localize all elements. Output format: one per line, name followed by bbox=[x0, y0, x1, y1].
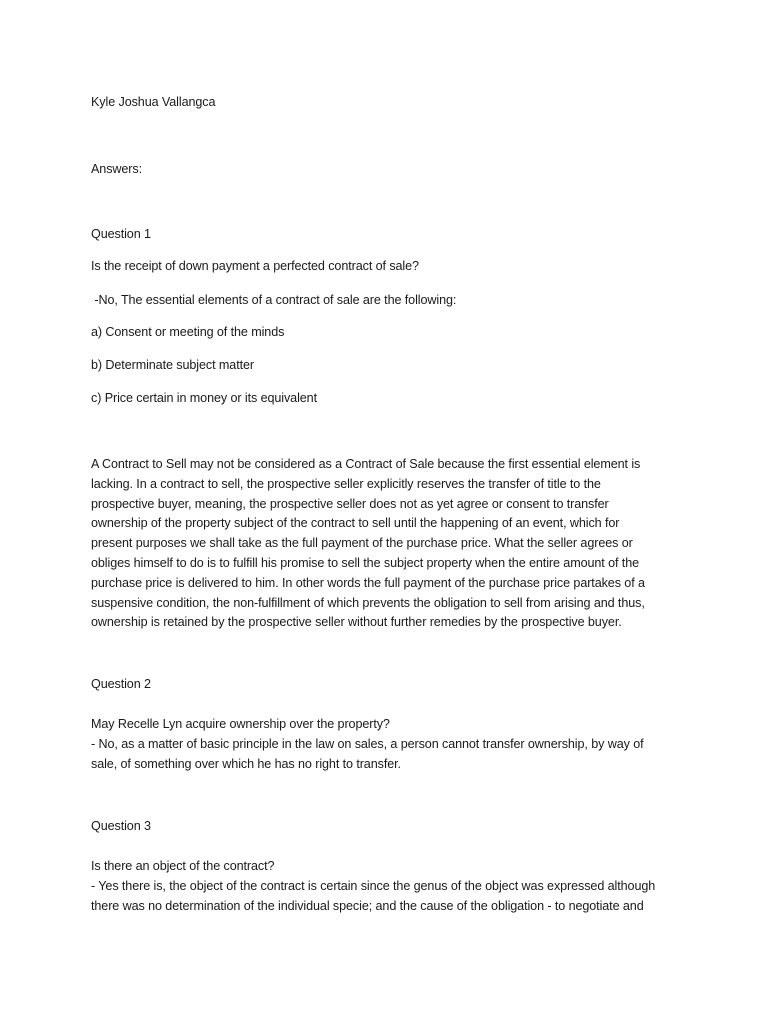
question-3-answer bbox=[91, 877, 673, 917]
paragraph-line: ownership of the property subject of the contract to sell until the happening of an event, which for bbox=[91, 516, 620, 531]
paragraph-line: A Contract to Sell may not be considered as a Contract of Sale because the first essential element is bbox=[91, 457, 641, 471]
answer-line: sale, of something over which he has no right to transfer. bbox=[91, 756, 401, 771]
question-2-answer bbox=[91, 735, 673, 775]
question-2-text: May Recelle Lyn acquire ownership over the property? bbox=[91, 717, 390, 731]
paragraph-line: purchase price is delivered to him. In other words the full payment of the purchase price partakes of a bbox=[91, 575, 645, 590]
paragraph-line: lacking. In a contract to sell, the prospective seller explicitly reserves the transfer of title to the bbox=[91, 476, 601, 491]
answer-line: - No, as a matter of basic principle in the law on sales, a person cannot transfer ownership, by way of bbox=[91, 737, 644, 751]
paragraph-line: suspensive condition, the non-fulfillment of which prevents the obligation to sell from arising and thus, bbox=[91, 595, 645, 610]
paragraph-line: obliges himself to do is to fulfill his promise to sell the subject property when the entire amount of the bbox=[91, 555, 640, 570]
question-3-text: Is there an object of the contract? bbox=[91, 859, 275, 873]
paragraph-line: prospective buyer, meaning, the prospective seller does not as yet agree or consent to transfer bbox=[91, 496, 609, 511]
question-1-answer-intro: -No, The essential elements of a contract of sale are the following: bbox=[91, 293, 457, 307]
question-3-heading: Question 3 bbox=[91, 819, 151, 833]
question-1-item-a: a) Consent or meeting of the minds bbox=[91, 325, 285, 339]
author-name: Kyle Joshua Vallangca bbox=[91, 95, 216, 109]
answer-line: - Yes there is, the object of the contract is certain since the genus of the object was expressed although bbox=[91, 879, 656, 893]
paragraph-line: present purposes we shall take as the full payment of the purchase price. What the seller agrees or bbox=[91, 536, 633, 551]
question-1-heading: Question 1 bbox=[91, 227, 151, 241]
question-1-item-b: b) Determinate subject matter bbox=[91, 358, 254, 372]
answers-heading: Answers: bbox=[91, 162, 142, 176]
paragraph-line: ownership is retained by the prospective seller without further remedies by the prospective buyer. bbox=[91, 615, 622, 630]
answer-line: there was no determination of the individual specie; and the cause of the obligation - to negotiate and bbox=[91, 898, 644, 913]
question-1-explanation-paragraph bbox=[91, 455, 673, 633]
question-2-heading: Question 2 bbox=[91, 677, 151, 691]
question-1-item-c: c) Price certain in money or its equivalent bbox=[91, 391, 317, 405]
question-1-text: Is the receipt of down payment a perfected contract of sale? bbox=[91, 259, 419, 273]
